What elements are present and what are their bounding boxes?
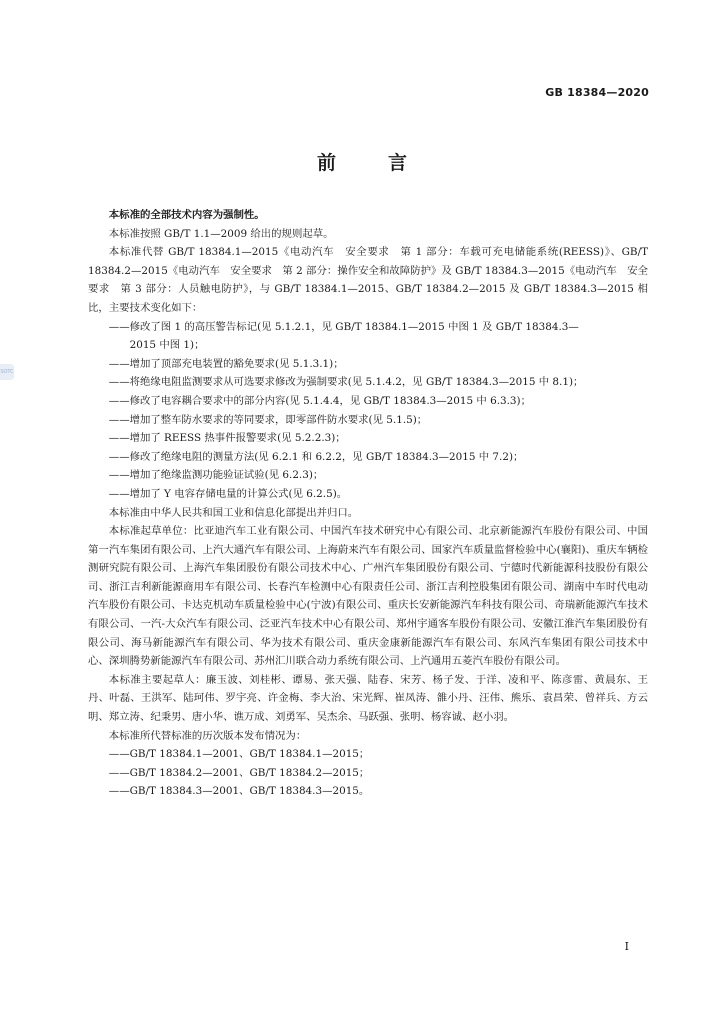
change-item: ——将绝缘电阻监测要求从可选要求修改为强制要求(见 5.1.4.2，见 GB/T 18384.3—2015 中 8.1)；	[108, 376, 584, 389]
change-item: ——增加了整车防水要求的等同要求，即零部件防水要求(见 5.1.5)；	[108, 413, 428, 426]
watermark-badge: SOTC	[0, 364, 14, 380]
change-item: ——增加了 REESS 热事件报警要求(见 5.2.2.3)；	[108, 432, 346, 445]
page-number: I	[624, 940, 629, 953]
change-item: ——修改了电容耦合要求中的部分内容(见 5.1.4.4，见 GB/T 18384.3—2015 中 6.3.3)；	[108, 394, 531, 407]
drafting-units: 本标准起草单位：比亚迪汽车工业有限公司、中国汽车技术研究中心有限公司、北京新能源汽车股份有限公司、中国第一汽车集团有限公司、上汽大通汽车有限公司、上海蔚来汽车有限公司、国家汽车质量监督检验中心(襄阳)、重庆车辆检测研究院有限公司、上海汽车集团股份有限公司技术中心、广州汽车集团股份有限公司、宁德时代新能源科技股份有限公司、浙江吉利新能源商用车有限公司、长春汽车检测中心有限责任公司、浙江吉利控股集团有限公司、湖南中车时代电动汽车股份有限公司、卡达克机动车质量检验中心(宁波)有限公司、重庆长安新能源汽车科技有限公司、奇瑞新能源汽车技术有限公司、一汽-大众汽车有限公司、泛亚汽车技术中心有限公司、郑州宇通客车股份有限公司、安徽江淮汽车集团股份有限公司、海马新能源汽车有限公司、华为技术有限公司、重庆金康新能源汽车有限公司、东风汽车集团有限公司技术中心、深圳腾势新能源汽车有限公司、苏州汇川联合动力系统有限公司、上汽通用五菱汽车股份有限公司。	[88, 525, 648, 668]
proposer-statement: 本标准由中华人民共和国工业和信息化部提出并归口。	[108, 506, 359, 519]
standard-number: GB 18384—2020	[545, 86, 649, 99]
page-title	[0, 148, 724, 175]
drafters: 本标准主要起草人：廉玉波、刘桂彬、谭易、张天强、陆春、宋芳、杨子发、于洋、凌和平、陈彦雷、黄晨东、王丹、叶磊、王洪军、陆珂伟、罗宇亮、许金梅、李大治、宋光辉、崔凤涛、雒小丹、汪伟、熊乐、袁昌荣、曾祥兵、方云明、郑立涛、纪秉男、唐小华、谯万成、刘勇军、吴杰余、马跃强、张明、杨容诚、赵小羽。	[88, 673, 648, 724]
change-item: ——修改了图 1 的高压警告标记(见 5.1.2.1，见 GB/T 18384.1—2015 中图 1 及 GB/T 18384.3— 2015 中图 1)；	[108, 320, 579, 352]
drafting-rules: 本标准按照 GB/T 1.1—2009 给出的规则起草。	[108, 227, 334, 240]
foreword-body	[88, 206, 648, 801]
change-item: ——增加了绝缘监测功能验证试验(见 6.2.3)；	[108, 469, 324, 482]
history-item: ——GB/T 18384.1—2001、GB/T 18384.1—2015；	[108, 748, 370, 761]
history-item: ——GB/T 18384.3—2001、GB/T 18384.3—2015。	[108, 785, 370, 798]
replacement-statement: 本标准代替 GB/T 18384.1—2015《电动汽车 安全要求 第 1 部分：车载可充电储能系统(REESS)》、GB/T 18384.2—2015《电动汽车 安全要求 第 2 部分：操作安全和故障防护》及 GB/T 18384.3—2015《电动汽车 安全要求 第 3 部分：人员触电防护》，与 GB/T 18384.1—2015、GB/T 18384.2—2015 及 GB/T 18384.3—2015 相比，主要技术变化如下：	[88, 246, 648, 314]
title-char-2: 言	[388, 152, 408, 174]
history-intro: 本标准所代替标准的历次版本发布情况为：	[108, 729, 307, 742]
history-item: ——GB/T 18384.2—2001、GB/T 18384.2—2015；	[108, 766, 370, 779]
change-item: ——修改了绝缘电阻的测量方法(见 6.2.1 和 6.2.2，见 GB/T 18384.3—2015 中 7.2)；	[108, 450, 524, 463]
title-char-1: 前	[316, 152, 336, 174]
change-item: ——增加了 Y 电容存储电量的计算公式(见 6.2.5)。	[108, 487, 348, 500]
change-item: ——增加了顶部充电装置的豁免要求(见 5.1.3.1)；	[108, 357, 344, 370]
mandatory-statement: 本标准的全部技术内容为强制性。	[108, 209, 265, 221]
